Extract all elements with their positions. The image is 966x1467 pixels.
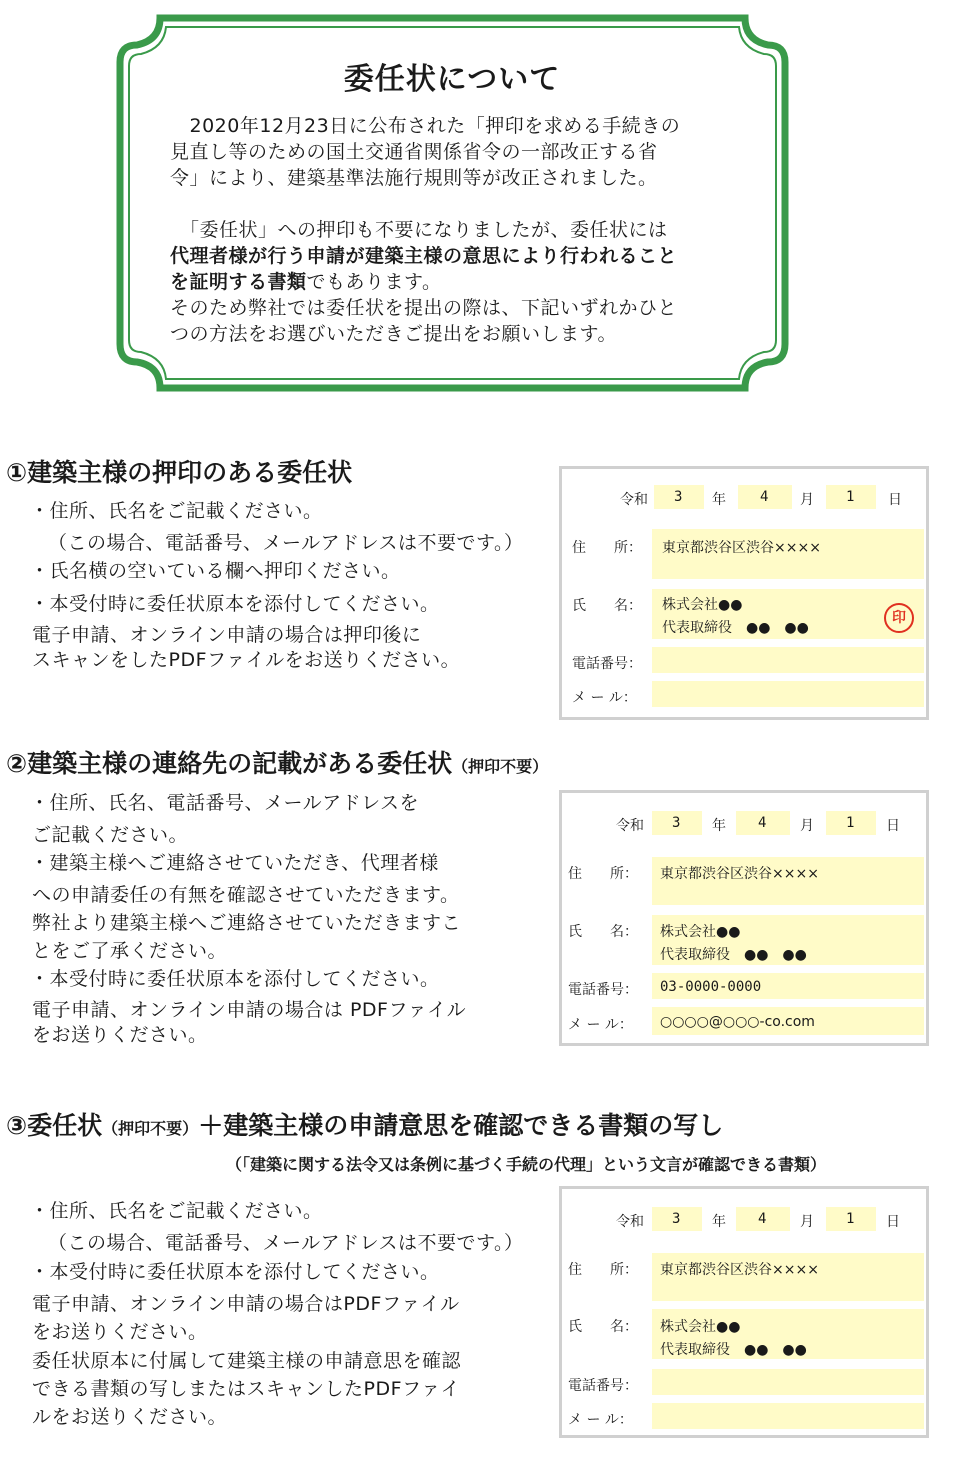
phone-label: 電話番号： xyxy=(568,1378,638,1394)
rep-value: 代表取締役 ●● ●● xyxy=(660,1342,807,1358)
section-3-line: 電子申請、オンライン申請の場合はPDFファイル xyxy=(32,1293,460,1315)
year-value: 3 xyxy=(674,489,683,505)
day-value: 1 xyxy=(846,489,855,505)
seal-mark: 印 xyxy=(884,603,914,633)
mail-label: メ ー ル： xyxy=(572,690,637,706)
mail-value: ○○○○@○○○-co.com xyxy=(660,1014,815,1030)
section-2-line: ・住所、氏名、電話番号、メールアドレスを xyxy=(30,792,420,814)
rep-value: 代表取締役 ●● ●● xyxy=(662,620,809,636)
section-1-title: ①建築主様の押印のある委任状 xyxy=(6,458,353,487)
mail-field xyxy=(652,681,924,707)
phone-label: 電話番号： xyxy=(568,982,638,998)
address-label: 住 所： xyxy=(572,540,642,556)
section-1-line: ・本受付時に委任状原本を添付してください。 xyxy=(30,593,440,615)
mail-label: メ ー ル： xyxy=(568,1017,633,1033)
company-value: 株式会社●● xyxy=(662,597,743,613)
section-2-title: ②建築主様の連絡先の記載がある委任状（押印不要） xyxy=(6,749,549,778)
section-3-line: できる書類の写しまたはスキャンしたPDFファイ xyxy=(32,1378,461,1400)
year-value: 3 xyxy=(672,815,681,831)
phone-field xyxy=(652,1369,924,1395)
day-value: 1 xyxy=(846,1211,855,1227)
company-value: 株式会社●● xyxy=(660,1319,741,1335)
section-3-line: 委任状原本に付属して建築主様の申請意思を確認 xyxy=(32,1350,462,1372)
section-3-line: ・本受付時に委任状原本を添付してください。 xyxy=(30,1261,440,1283)
address-label: 住 所： xyxy=(568,1262,638,1278)
name-label: 氏 名： xyxy=(568,924,638,940)
section-1-line: ・住所、氏名をご記載ください。 xyxy=(30,500,323,522)
rep-value: 代表取締役 ●● ●● xyxy=(660,947,807,963)
month-label: 月 xyxy=(800,818,814,834)
month-label: 月 xyxy=(800,492,814,508)
sample-form-1 xyxy=(559,466,929,720)
year-label: 年 xyxy=(712,1214,726,1230)
month-value: 4 xyxy=(760,489,769,505)
section-3-line: （この場合、電話番号、メールアドレスは不要です。） xyxy=(48,1232,524,1254)
day-value: 1 xyxy=(846,815,855,831)
section-1-line: スキャンをしたPDFファイルをお送りください。 xyxy=(32,649,461,671)
address-value: 東京都渋谷区渋谷×××× xyxy=(660,866,819,882)
section-2-line: 弊社より建築主様へご連絡させていただきますこ xyxy=(32,912,462,934)
section-2-line: 電子申請、オンライン申請の場合は PDFファイル xyxy=(32,999,467,1021)
section-1-line: ・氏名横の空いている欄へ押印ください。 xyxy=(30,560,401,582)
section-2-line: ご記載ください。 xyxy=(32,824,189,846)
notice-paragraph-2: 「委任状」への押印も不要になりましたが、委任状には 代理者様が行う申請が建築主様の意思により行われること を証明する書類でもあります。 そのため弊社では委任状を提出の際は、下記いずれかひと つの方法をお選びいただきご提出をお願いします。 xyxy=(170,219,678,345)
day-label: 日 xyxy=(886,1214,900,1230)
day-label: 日 xyxy=(888,492,902,508)
section-2-line: ・本受付時に委任状原本を添付してください。 xyxy=(30,968,440,990)
address-label: 住 所： xyxy=(568,866,638,882)
section-2-line: とをご了承ください。 xyxy=(32,940,228,962)
section-3-line: ルをお送りください。 xyxy=(32,1406,228,1428)
section-3-title: ③委任状（押印不要）＋建築主様の申請意思を確認できる書類の写し xyxy=(6,1111,724,1140)
sample-form-2 xyxy=(559,790,929,1046)
section-1-line: 電子申請、オンライン申請の場合は押印後に xyxy=(32,624,422,646)
section-2-line: ・建築主様へご連絡させていただき、代理者様 xyxy=(30,852,439,874)
phone-label: 電話番号： xyxy=(572,656,642,672)
address-value: 東京都渋谷区渋谷×××× xyxy=(660,1262,819,1278)
section-3-line: ・住所、氏名をご記載ください。 xyxy=(30,1200,323,1222)
phone-field xyxy=(652,647,924,673)
day-label: 日 xyxy=(886,818,900,834)
era-label: 令和 xyxy=(620,492,648,508)
era-label: 令和 xyxy=(616,1214,644,1230)
section-2-line: をお送りください。 xyxy=(32,1024,208,1046)
month-value: 4 xyxy=(758,1211,767,1227)
year-label: 年 xyxy=(712,492,726,508)
notice-title: 委任状について xyxy=(343,62,561,97)
name-label: 氏 名： xyxy=(568,1319,638,1335)
sample-form-3 xyxy=(559,1186,929,1438)
section-3-subtitle: （「建築に関する法令又は条例に基づく手続の代理」という文言が確認できる書類） xyxy=(226,1155,827,1174)
year-label: 年 xyxy=(712,818,726,834)
section-1-line: （この場合、電話番号、メールアドレスは不要です。） xyxy=(48,532,524,554)
mail-label: メ ー ル： xyxy=(568,1412,633,1428)
mail-field xyxy=(652,1403,924,1429)
address-value: 東京都渋谷区渋谷×××× xyxy=(662,540,821,556)
notice-paragraph-1: 2020年12月23日に公布された「押印を求める手続きの 見直し等のための国土交通省関係省令の一部改正する省 令」により、建築基準法施行規則等が改正されました。 xyxy=(170,115,681,189)
month-value: 4 xyxy=(758,815,767,831)
section-2-line: への申請委任の有無を確認させていただきます。 xyxy=(32,884,460,906)
phone-value: 03-0000-0000 xyxy=(660,979,762,995)
year-value: 3 xyxy=(672,1211,681,1227)
section-3-line: をお送りください。 xyxy=(32,1321,208,1343)
name-label: 氏 名： xyxy=(572,598,642,614)
month-label: 月 xyxy=(800,1214,814,1230)
era-label: 令和 xyxy=(616,818,644,834)
company-value: 株式会社●● xyxy=(660,924,741,940)
